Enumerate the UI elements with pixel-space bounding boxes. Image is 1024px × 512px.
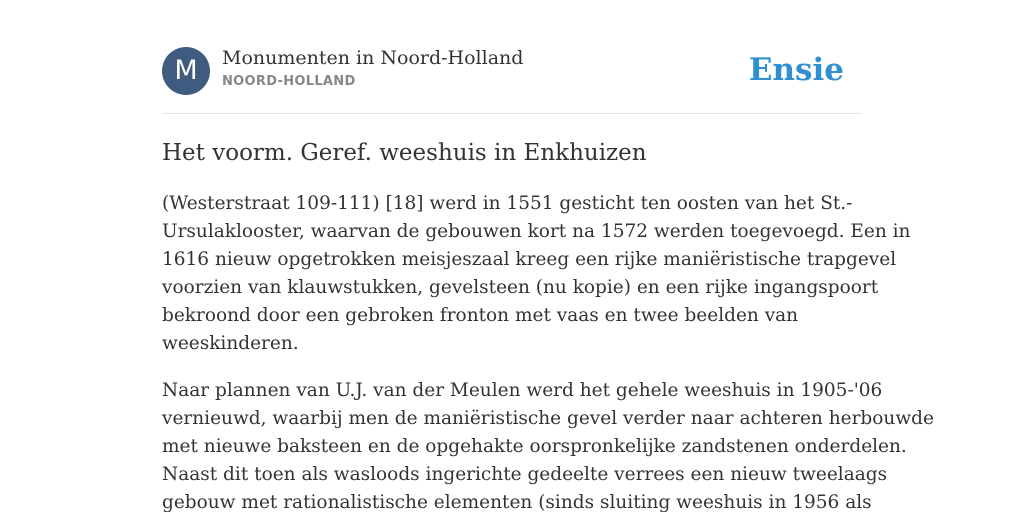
text-line: weeskinderen. (162, 333, 299, 354)
avatar[interactable]: M (162, 47, 210, 95)
article-title: Het voorm. Geref. weeshuis in Enkhuizen (162, 140, 647, 166)
paragraph-2 (162, 377, 934, 512)
text-line: Naar plannen van U.J. van der Meulen werd het gehele weeshuis in 1905-'06 (162, 380, 883, 401)
header-divider (162, 113, 862, 114)
brand-logo[interactable]: Ensie (748, 52, 844, 88)
text-line: voorzien van klauwstukken, gevelsteen (nu kopie) en een rijke ingangspoort (162, 277, 879, 298)
site-subtitle: NOORD-HOLLAND (222, 74, 356, 89)
text-line: Ursulaklooster, waarvan de gebouwen kort na 1572 werden toegevoegd. Een in (162, 221, 911, 242)
article-body (162, 190, 934, 512)
text-line: (Westerstraat 109-111) [18] werd in 1551 gesticht ten oosten van het St.- (162, 193, 853, 214)
site-title-link[interactable]: Monumenten in Noord-Holland (222, 47, 524, 69)
paragraph-1 (162, 190, 911, 358)
text-line: 1616 nieuw opgetrokken meisjeszaal kreeg een rijke maniëristische trapgevel (162, 249, 897, 270)
text-line: gebouw met rationalistische elementen (sinds sluiting weeshuis in 1956 als (162, 492, 872, 512)
header (162, 46, 862, 96)
text-line: Naast dit toen als wasloods ingerichte gedeelte verrees een nieuw tweelaags (162, 464, 888, 485)
text-line: vernieuwd, waarbij men de maniëristische gevel verder naar achteren herbouwde (162, 408, 934, 429)
text-line: bekroond door een gebroken fronton met vaas en twee beelden van (162, 305, 799, 326)
text-line: met nieuwe baksteen en de opgehakte oorspronkelijke zandstenen onderdelen. (162, 436, 907, 457)
